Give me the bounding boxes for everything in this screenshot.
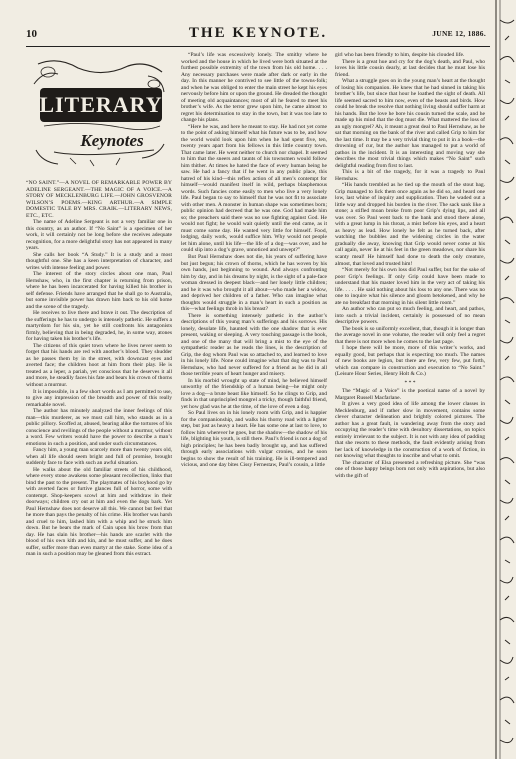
masthead-line2: Keynotes <box>80 131 144 150</box>
paragraph: The name of Adeline Sergeant is not a very familiar one in this country, as an author. If “No Saint” is a specimen of her work, it will certainly not be long before she receives adequate recognition, for a more delightful story has not appeared in many years. <box>26 219 172 252</box>
paragraph: This is a bit of the tragedy, for it was a tragedy to Paul Hernshaw. <box>335 169 485 182</box>
paragraph: I hope there will be more, more of this writer’s works, and equally good, but perhaps that is expecting too much. The names of new books are legion, but there are few, very few, put forth, which can compare in construction and execution to “No Saint.” (Leisure Hour Series, Henry Holt & Co.) <box>335 345 485 378</box>
paragraph: It gives a very good idea of life among the lower classes in Mecklenburg, and if rather slow in movement, contains some clever character delineation and brightly colored pictures. The author has a great fault, in wandering away from the story and occupying the reader’s time with desultory dissertations, on topics entirely irrelevant to the subject. It is not with any idea of padding that she resorts to these methods, the fault evidently arising from her lack of knowledge in the construction of a work of fiction, in not knowing what thoughts to inscribe and what to omit. <box>335 401 485 460</box>
paragraph: The citizens of this quiet town where he lives never seem to forget that his hands are red with another’s blood. They shudder as he passes them by in the street, with downcast eyes and averted face; the children hoot at him from their play. He is treated as a leper, a pariah, yet conscious that he deserves it all and more, he steadily faces his fate and bears his crown of thorns without a murmur. <box>26 342 172 388</box>
publication-title: THE KEYNOTE. <box>188 25 328 41</box>
paragraph: There is a great hue and cry for the dog’s death, and Paul, who loves his little cousin dearly, at last decides that he must lose his friend. <box>335 58 485 78</box>
header-rule <box>26 46 490 47</box>
review-heading: “NO SAINT.”—A NOVEL OF REMARKABLE POWER BY ADELINE SERGEANT.—THE MAGIC OF A VOICE.—A STORY OF MECKLENBURG LIFE.—JOHN GROSVENOR WILSON’S POEMS.—KING ARTHUR.—A SIMPLE DOMESTIC TALE BY MRS. CRAIK.—LITERARY NEWS, ETC., ETC. <box>26 180 172 219</box>
page-number: 10 <box>26 28 37 40</box>
section-separator: * * * <box>404 379 416 386</box>
paragraph: He walks about the old familiar streets of his childhood, where every stone awakens some pleasant recollection, links that bind the past to the present. The playmates of his boyhood go by with averted faces or furtive glances full of horror, some with contempt. Shop-keepers scowl at him and withdraw in their doorways; children cry out at him and even the dogs bark. Yet Paul Hernshaw does not deserve all this. We cannot but feel that he more than pays the penalty of his crime. His brother was harsh and cruel to him, lashed him with a whip and he struck him down. But he bears the mark of Cain upon his brow from that day. He has slain his brother—his hands are scarlet with the blood of his own kith and kin, and he must suffer, and he does suffer, suffer more than even martyr at the stake. Some idea of a man in such a position may be gleaned from this extract. <box>26 466 172 558</box>
column-2 <box>181 52 327 752</box>
column-1 <box>26 180 172 752</box>
paragraph: The character of Elsa presented a refreshing picture. She “was one of those happy beings born not only with aspirations, but also with the gift of <box>335 459 485 479</box>
literary-keynotes-masthead <box>30 54 170 172</box>
paragraph: “Not merely for his own loss did Paul suffer, but for the sake of poor Grip’s feelings. If only Grip could have been made to understand that his master loved him in the very act of taking his life. . . . . He said nothing about his loss to any one. There was no one to inquire what his silence and gloom betokened, and why he ate no breakfast that morning in his silent little room.” <box>335 267 485 306</box>
column-3 <box>335 52 485 752</box>
paragraph: There is something intensely pathetic in the author’s descriptions of this young man’s sufferings and his sorrows. His lonely, desolate life, haunted with the one shadow that is ever present, waking or sleeping. A very touching passage is the book, and one of the many that will bring a mist to the eye of the sympathetic reader as he reads the lines, is the description of Grip, the dog whom Paul was so attached to, and learned to love in his lonely life. None could imagine what that dog was to Paul Hernshaw, who had never suffered for a friend as he did in all those terrible years of heart hunger and misery. <box>181 312 327 378</box>
paragraph: The book is so uniformly excellent, that, though it is longer than the average novel in one volume, the reader will only feel a regret that there is not more when he comes to the last page. <box>335 325 485 345</box>
decorative-border-art <box>493 0 516 759</box>
paragraph: The interest of the story circles about one man, Paul Hernshaw, who, in the first chapter is returning from prison, where he has been incarcerated for having killed his brother in self defense. Friends have arranged that he shall go to Australia, but some invisible power has drawn him back to his old home and the scene of the tragedy. <box>26 271 172 310</box>
paragraph: Fancy him, a young man scarcely more than twenty years old, when all life should seem bright and full of promise, brought suddenly face to face with such an awful situation. <box>26 447 172 467</box>
paragraph: She calls her book “A Study.” It is a study and a most thoughtful one. She has a keen interpretation of character, and writes with intense feeling and power. <box>26 251 172 271</box>
paragraph: But Paul Hernshaw does not die, his years of suffering have but just begun; his crown of thorns, which he has woven by his own hands, just beginning to wound. And always confronting him by day, and in his dreams by night, is the sight of a pale-face woman dressed in deepest black—and her lonely little children; and he it was who brought it all about—who made her a widow, and deprived her children of a father. Who can imagine what thoughts would struggle in a man’s heart in such a position as this—what feelings throb in his breast? <box>181 253 327 313</box>
paragraph: The author has minutely analyzed the inner feelings of this man—this murderer, as we must call him, who stands as in a public pillory. Scoffed at, abused, bearing alike the tortures of his conscience and revilings of the people without a murmur, without a word. Few writers would have the power to describe a man’s emotions in such a position, and under such circumstances. <box>26 408 172 447</box>
masthead-line1: LITERARY <box>39 92 163 117</box>
paragraph: An author who can put so much feeling, and heart, and pathos, into such a trivial incident, certainly is possessed of no mean descriptive powers. <box>335 306 485 326</box>
paragraph: It is impossible, in a few short words as I am permitted to use, to give any impression of the breadth and power of this really remarkable novel. <box>26 388 172 408</box>
paragraph: He receives to live there and brave it out. The description of the sufferings he has to undergo is intensely pathetic. He suffers a martyrdom for his sin, yet he still confronts his antagonists firmly, believing that in being degraded, he, in some way, atones for having taken his brother’s life. <box>26 310 172 343</box>
paragraph: “Paul’s life was excessively lonely. The smithy where he worked and the house in which he lived were both situated at the furthest possible extremity of the town from his old home. . . . Any necessary purchases were made after dark or early in the day. In this manner he contrived to see little of the towns-folk; and when he was obliged to enter the main street he kept his eyes nervously before him or upon the ground. He dreaded the thought of meeting old acquaintances; most of all he feared to meet his brother’s wife. As the terror grew upon him, he came almost to regret his determination to stay in the town, but it was too late to change his plans. <box>181 52 327 124</box>
paragraph: The “Magic of a Voice” is the poetical name of a novel by Margaret Russell Macfarlane. <box>335 388 485 401</box>
paragraph: So Paul lives on in his lonely room with Grip, and is happier for the companionship, and walks his thorny road with a lighter step, but just as heavy a heart. He has some one at last to love, to follow him wherever he goes, but the shadow—the shadow of his life, blighting his youth, is still there. Paul’s friend is not a dog of high principles; he has been badly brought up, and has suffered through early associations with vulgar cronies, and he soon begins to show the result of his training. He is ill-tempered and vicious, and one day bites Cissy Fernestaw, Paul’s cousin, a little <box>181 410 327 469</box>
paragraph: “Here he was, and here he meant to stay. He had not yet come to the point of asking himself what his future was to be, and how the world would look upon him when he had spent five, ten, twenty years apart from his fellows in this little country town. That came later. He went neither to church nor chapel. It seemed to him that the sneers and taunts of his townsmen would follow him thither. At times he hated the face of every human being he saw. He had a fancy that if he went in any public place, this hatred of his kind—this reflex action of all men’s contempt for himself—would manifest itself in wild, perhaps blasphemous words. Such fancies come easily to men who live a very lonely life. Paul began to say to himself that he was not fit to associate with other men. A monster in human shape was sometimes born; public opinion had decreed that he was one. God had made him so; the preachers said there was no use fighting against God. He would not fight; he would wait quietly until the end came, as it must come some day. He wanted very little for himself. Food, lodging, daily work, would suffice him. Why would not people let him alone, until his life—the life of a dog—was over, and he could slip into a dog’s grave, unnoticed and unwept?” <box>181 123 327 254</box>
paragraph: girl who has been friendly to him, despite his clouded life. <box>335 52 465 58</box>
paragraph: “His hands trembled as he tied up the mouth of the stout bag. Grip managed to lick them once again as he did so, and heard one low, last whine of inquiry and supplication. Then he waded out a little way and dropped his burden in the river. The sack sank like a stone; a stifled moan broke from poor Grip’s dying lips, and all was over. So Paul went back to the bank and stood there alone, with a great lump in his throat, a mist before his eyes, and a heart as heavy as lead. How lonely he felt as he turned back, after watching the bubbles and the widening circles in the water gradually die away, knowing that Grip would never come at his call again, never lie at his feet in the green meadows, nor share his scanty meal! He himself had done to death the only creature, almost, that loved and trusted him! <box>335 182 485 267</box>
issue-date: JUNE 12, 1886. <box>432 29 486 38</box>
paragraph: What a struggle goes on in the young man’s heart at the thought of losing his companion. He knew that he had sinned in taking his brother’s life, but since that hour he loathed the sight of death. All life seemed sacred to him now, even of the beasts and birds. How could he break the resolve that nothing living should suffer harm at his hands. But the love he bore his cousin turned the scale, and he made up his mind that the dog must die. What mattered the loss of an ugly mongrel? Ah, it meant a great deal to Paul Hernshaw, as he sat that morning on the bank of the river and called Grip to him for the last time. It may be a very trivial thing to put it in a book—the drowning of cur, but the author has managed to put a world of pathos in the incident. It is an interesting and moving way she describes the most trivial things which makes “No Saint” such delightful reading from first to last. <box>335 78 485 169</box>
paragraph: In his morbid wrought up state of mind, he believed himself unworthy of the friendship of a human being—he might only love a dog—a brute beast like himself. So he clings to Grip, and finds in that unprincipled mongrel a tricky, though faithful friend, yet how glad was he at the time, of the love of even a dog. <box>181 377 327 410</box>
page-header <box>26 25 490 44</box>
